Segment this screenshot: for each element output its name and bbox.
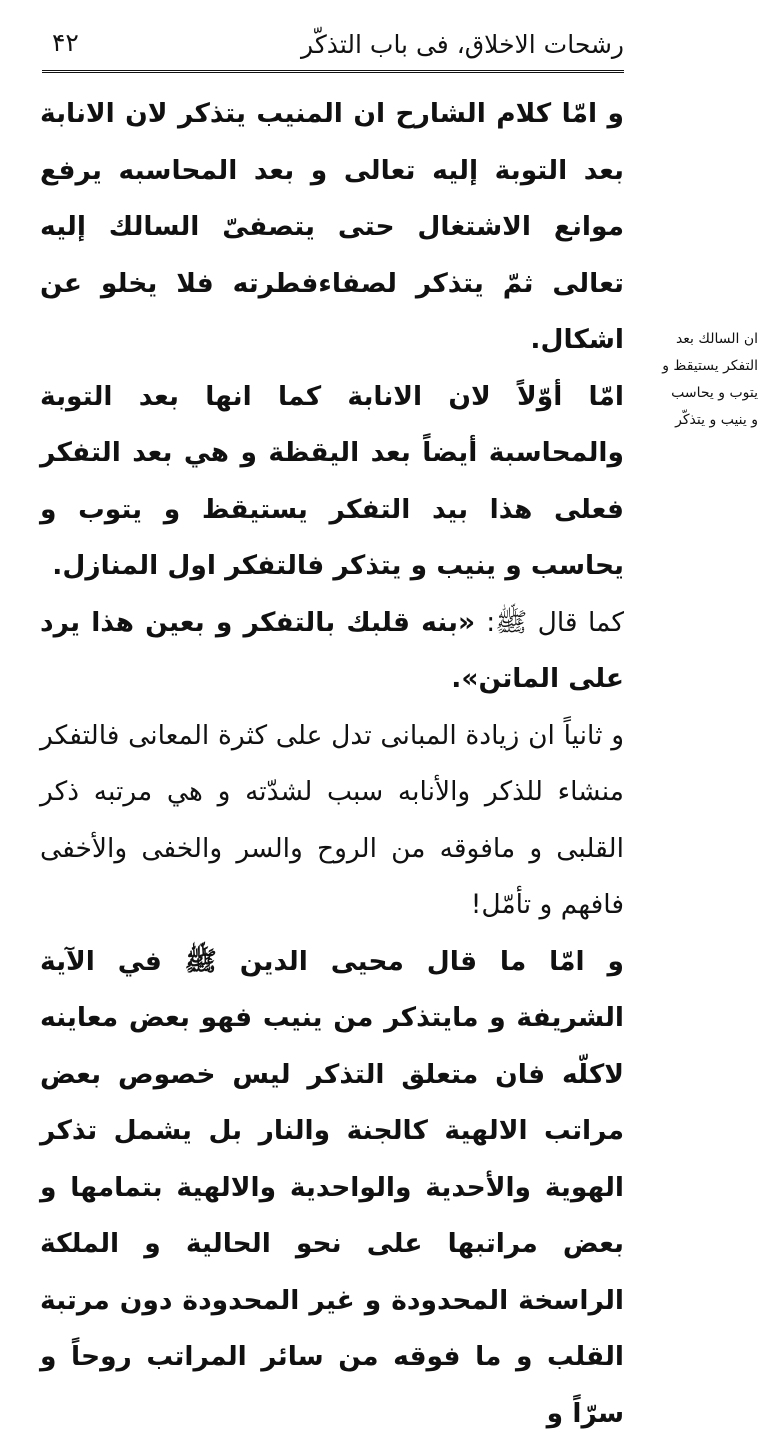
paragraph-4: و ثانياً ان زيادة المبانى تدل على كثرة المعانى فالتفكر منشاء للذكر والأنابه سبب لشدّته و هي مرتبه ذكر القلبى و مافوقه من الروح والسر والخفى والأخفى فافهم و تأمّل! bbox=[40, 708, 624, 934]
paragraph-2: امّا أوّلاً لان الانابة كما انها بعد التوبة والمحاسبة أيضاً بعد اليقظة و هي بعد التفكر فعلى هذا بيد التفكر يستيقظ و يتوب و يحاسب و ينيب و يتذكر فالتفكر اول المنازل. bbox=[40, 369, 624, 595]
margin-note-line: ان السالك بعد bbox=[628, 326, 758, 353]
margin-note bbox=[628, 326, 758, 434]
margin-note-line: التفكر يستيقظ و bbox=[628, 353, 758, 380]
paragraph-3 bbox=[40, 595, 624, 708]
paragraph-1: و امّا كلام الشارح ان المنيب يتذكر لان الانابة بعد التوبة إليه تعالى و بعد المحاسبه يرفع موانع الاشتغال حتى يتصفىّ السالك إليه تعالى ثمّ يتذكر لصفاءفطرته فلا يخلو عن اشكال. bbox=[40, 86, 624, 369]
main-text bbox=[40, 86, 624, 1442]
page-number: ۴۲ bbox=[52, 26, 79, 60]
running-title: رشحات الاخلاق، فی باب التذکّر bbox=[301, 28, 624, 62]
margin-note-line: يتوب و يحاسب bbox=[628, 380, 758, 407]
margin-note-line: و ينيب و يتذكّر bbox=[628, 407, 758, 434]
header-rule bbox=[42, 70, 624, 73]
paragraph-5: و امّا ما قال محيى الدين ﷺ في الآية الشريفة و مايتذكر من ينيب فهو بعض معاينه لاكلّه فان متعلق التذكر ليس خصوص بعض مراتب الالهية كالجنة والنار بل يشمل تذكر الهوية والأحدية والواحدية والالهية بتمامها و بعض مراتبها على نحو الحالية و الملكة الراسخة المحدودة و غير المحدودة دون مرتبة القلب و ما فوقه من سائر المراتب روحاً و سرّاً و bbox=[40, 934, 624, 1442]
quote-text: «بنه قلبك بالتفكر و بعين هذا يرد على الماتن». bbox=[40, 607, 624, 695]
quote-lead: كما قال ﷺ: bbox=[486, 607, 624, 638]
page-header bbox=[42, 20, 624, 72]
